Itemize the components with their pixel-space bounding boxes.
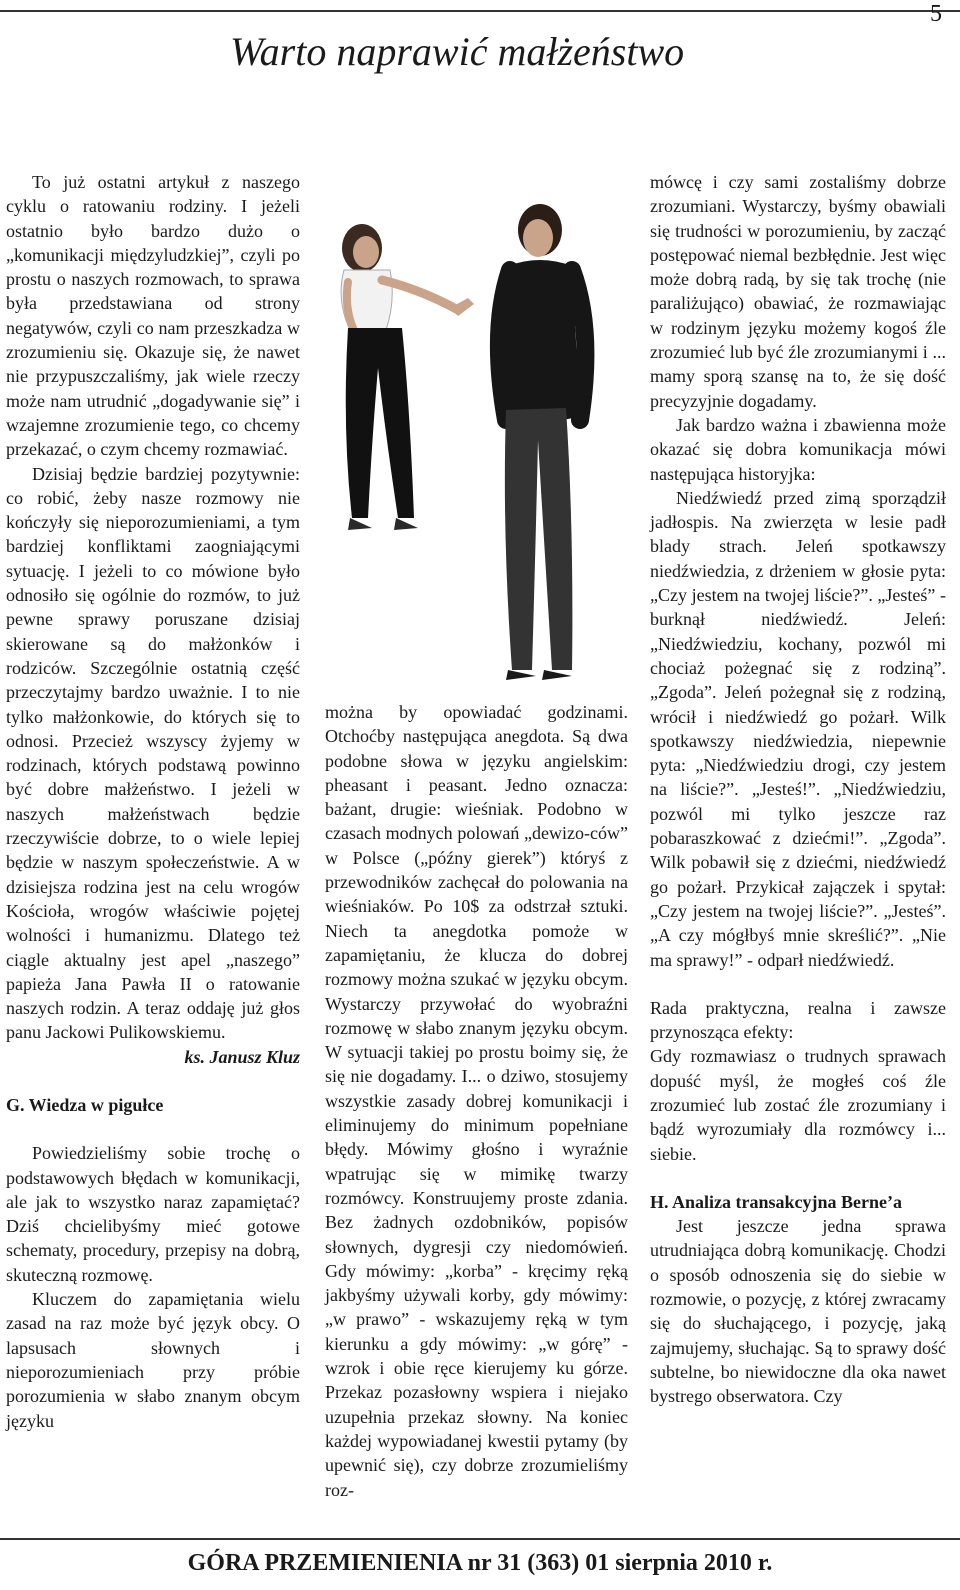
middle-paragraph-1: można by opowiadać godzinami. Otchoćby następująca anegdota. Są dwa podobne słowa w języku angielskim: pheasant i peasant. Jedno oznacza: bażant, drugie: wieśniak. Podobno w czasach modnych polowań „dewizo-ców” w Polsce („późny gierek”) któryś z przewodników zachęcał do polowania na wieśniaków. Po 10$ za odstrzał sztuki. Niech ta anegdotka pomoże w zapamiętaniu, że klucza do dobrej rozmowy można szukać w języku obcym. Wystarczy przywołać do wyobraźni rozmowę w słabo znanym języku obcym. W sytuacji takiej po prostu boimy się, że się nie dogadamy. I... o dziwo, stosujemy wszystkie zasady dobrej komunikacji i eliminujemy do minimum popełniane błędy. Mówimy głośno i wyraźnie wpatrując się w mimikę twarzy rozmówcy. Konstruujemy proste zdania. Bez żadnych ozdobników, popisów słownych, dygresji czy niedomówień. Gdy mówimy: „korba” - kręcimy ręką jakbyśmy używali korby, gdy mówimy: „w prawo” - wskazujemy ręką w tym kierunku a gdy mówimy: „w górę” - wzrok i obie ręce kierujemy ku górze. Przekaz pozasłowny wspiera i niejako uzupełnia przekaz słowny. Na koniec każdej wypowiadanej kwestii pytamy (by upewnić się), czy dobrze zrozumieliśmy roz- [325,702,628,1500]
top-rule [0,10,960,12]
page-number: 5 [930,1,942,27]
right-column [650,170,946,1409]
intro-paragraph-2: Dzisiaj będzie bardziej pozytywnie: co robić, żeby nasze rozmowy nie kończyły się nieporozumieniami, a tym bardziej konfliktami zaogniającymi sytuację. I jeżeli to co mówione było odnosiło się ogólnie do rozmów, to już pewne sprawy poruszane dzisiaj skierowane są do małżonków i rodziców. Szczególnie ostatnią część przeczytajmy bardzo uważnie. I to nie tylko małżonkowie, do których się to odnosi. Przecież wszyscy żyjemy w rodzinach, których podstawą powinno być dobre małżeństwo. I jeżeli w naszych małżeństwach będzie rzeczywiście dobrze, to o wiele lepiej będzie w naszym społeczeństwie. A w dzisiejsza rodzina jest na celu wrogów Kościoła, wrogów właściwie pojętej wolności i humanizmu. Dlatego też ciągle aktualny jest apel „naszego” papieża Jana Pawła II o ratowanie naszych rodzin. A teraz oddaję już głos panu Jackowi Pulikowskiemu. [6,463,300,1043]
story-paragraph: Niedźwiedź przed zimą sporządził jadłospis. Na zwierzęta w lesie padł blady strach. Jeleń spotkawszy niedźwiedzia, z drżeniem w głosie pyta: „Czy jestem na twojej liście?”. „Jesteś” - burknął niedźwiedź. Jeleń: „Niedźwiedziu, kochany, pozwól mi chociaż pożegnać się z rodziną”. „Zgoda”. Jeleń pożegnał się z rodziną, wrócił i niedźwiedź go pożarł. Wilk spotkawszy niedźwiedzia, niepewnie pyta: „Niedźwiedziu drogi, czy jestem na liście?”. „Jesteś!”. „Niedźwiedziu, pozwól mi tylko jeszcze raz pobaraszkować z dziećmi!”. „Zgoda”. Wilk pobawił się z dziećmi, niedźwiedź go pożarł. Przykicał zajączek i spytał: „Czy jestem na twojej liście?”. „Jesteś”. „A czy mógłbyś mnie skreślić?”. „Nie ma sprawy!” - odparł niedźwiedź. [650,487,946,970]
right-paragraph-2: Jak bardzo ważna i zbawienna może okazać się dobra komunikacja mówi następująca historyjka: [650,414,946,484]
section-g-heading: G. Wiedza w pigułce [6,1094,164,1115]
article-title: Warto naprawić małżeństwo [230,29,685,74]
advice-text: Gdy rozmawiasz o trudnych sprawach dopuść myśl, że mogłeś coś źle zrozumieć lub zostać źle zrozumiany i bądź wyrozumiały dla rozmówcy i... siebie. [650,1046,946,1164]
bottom-rule [0,1538,960,1540]
man-figure [498,204,585,680]
section-h-heading: H. Analiza transakcyjna Berne’a [650,1191,902,1212]
intro-paragraph-1: To już ostatni artykuł z naszego cyklu o ratowaniu rodziny. I jeżeli ostatnio było bardzo dużo o „komunikacji międzyludzkiej”, czyli po prostu o naszych rozmowach, to sprawa była przedstawiana od strony negatywów, czyli co nam przeszkadza w zrozumieniu się. Okazuje się, że nawet nie przypuszczaliśmy, jak wiele rzeczy może nam utrudnić „dogadywanie się” i wzajemne zrozumienie tego, co chcemy przekazać, o czym chcemy rozmawiać. [6,172,300,460]
couple-illustration [300,100,640,696]
right-paragraph-1: mówcę i czy sami zostaliśmy dobrze zrozumiani. Wystarczy, byśmy obawiali się trudności w porozumieniu, by zacząć postępować niemal bezbłędnie. Jest więc może dobrą radą, by się tak trochę (nie paraliżująco) obawiać, że rozmawiając w rodzinym języku możemy kogoś źle zrozumieć lub być źle zrozumianymi i ... mamy sporą szansę na to, że się dość precyzyjnie dogadamy. [650,172,946,411]
left-column [6,170,300,1433]
footer-publication-line: GÓRA PRZEMIENIENIA nr 31 (363) 01 sierpnia 2010 r. [187,1550,773,1576]
advice-heading: Rada praktyczna, realna i zawsze przynosząca efekty: [650,997,946,1043]
woman-figure [341,224,474,530]
article-photo [300,100,640,696]
author-signature: ks. Janusz Kluz [184,1046,300,1067]
section-h-paragraph-1: Jest jeszcze jedna sprawa utrudniająca dobrą komunikację. Chodzi o sposób odnoszenia się do siebie w rozmowie, o pozycję, z której zwracamy się do słuchającego, i pozycję, jaką zajmujemy, słuchając. Są to sprawy dość subtelne, bo niewidoczne dla oka nawet bystrego obserwatora. Czy [650,1216,946,1407]
section-g-paragraph-1: Powiedzieliśmy sobie trochę o podstawowych błędach w komunikacji, ale jak to wszystko naraz zapamiętać? Dziś chcielibyśmy mieć gotowe schematy, procedury, przepisy na dobrą, skuteczną rozmowę. [6,1143,300,1285]
section-g-paragraph-2: Kluczem do zapamiętania wielu zasad na raz może być język obcy. O lapsusach słownych i nieporozumieniach przy próbie porozumienia w słabo znanym obcym języku [6,1289,300,1431]
middle-column [325,700,628,1502]
